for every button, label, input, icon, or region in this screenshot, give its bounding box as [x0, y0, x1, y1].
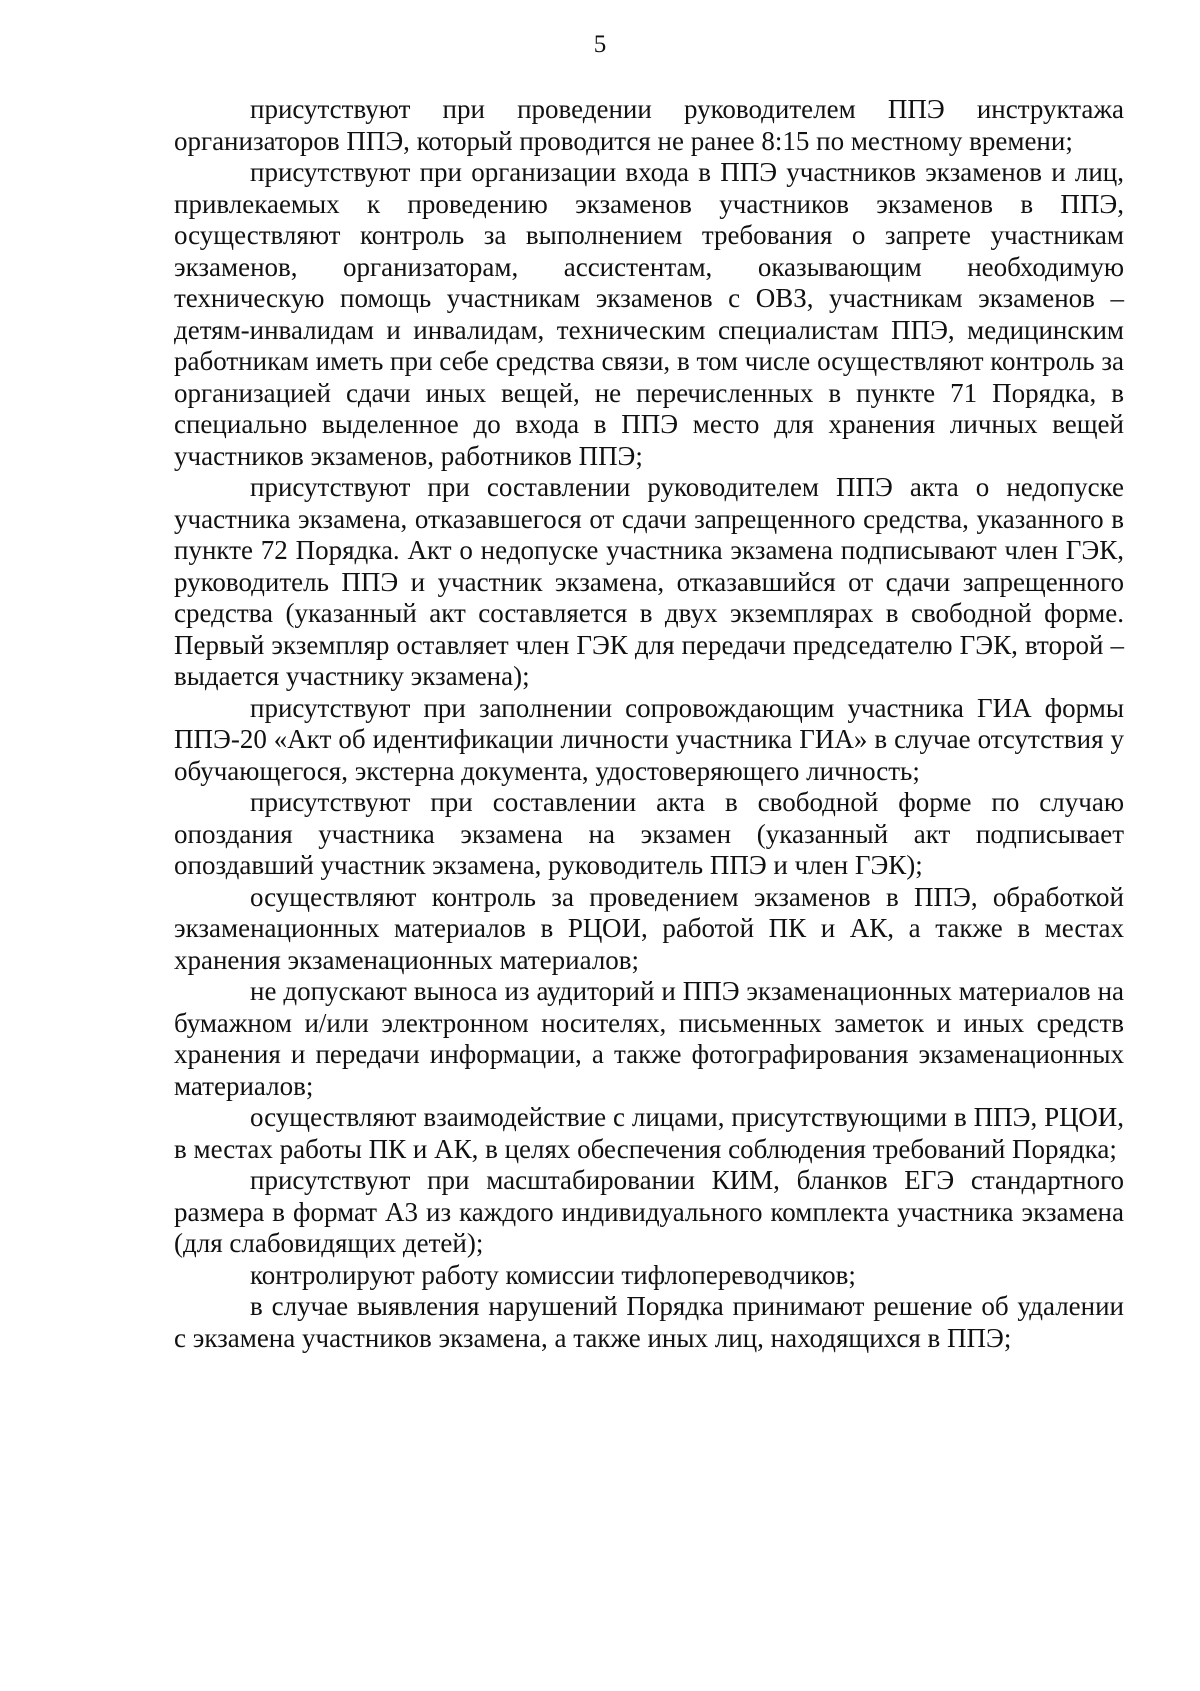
paragraph-6: осуществляют контроль за проведением экзаменов в ППЭ, обработкой экзаменационных материалов в РЦОИ, работой ПК и АК, а также в местах хранения экзаменационных материалов; [174, 881, 1124, 975]
paragraph-8: осуществляют взаимодействие с лицами, присутствующими в ППЭ, РЦОИ, в местах работы ПК и АК, в целях обеспечения соблюдения требований Порядка; [174, 1102, 1124, 1164]
paragraph-5: присутствуют при составлении акта в свободной форме по случаю опоздания участника экзамена на экзамен (указанный акт подписывает опоздавший участник экзамена, руководитель ППЭ и член ГЭК); [174, 787, 1124, 880]
paragraph-2: присутствуют при организации входа в ППЭ участников экзаменов и лиц, привлекаемых к проведению экзаменов участников экзаменов в ППЭ, осуществляют контроль за выполнением требования о запрете участникам экзаменов, организаторам, ассистентам, оказывающим необходимую техническую помощь участникам экзаменов с ОВЗ, участникам экзаменов – детям-инвалидам и инвалидам, техническим специалистам ППЭ, медицинским работникам иметь при себе средства связи, в том числе осуществляют контроль за организацией сдачи иных вещей, не перечисленных в пункте 71 Порядка, в специально выделенное до входа в ППЭ место для хранения личных вещей участников экзаменов, работников ППЭ; [174, 157, 1124, 471]
paragraph-9: присутствуют при масштабировании КИМ, бланков ЕГЭ стандартного размера в формат А3 из каждого индивидуального комплекта участника экзамена (для слабовидящих детей); [174, 1165, 1124, 1258]
paragraph-3: присутствуют при составлении руководителем ППЭ акта о недопуске участника экзамена, отказавшегося от сдачи запрещенного средства, указанного в пункте 72 Порядка. Акт о недопуске участника экзамена подписывают член ГЭК, руководитель ППЭ и участник экзамена, отказавшийся от сдачи запрещенного средства (указанный акт составляется в двух экземплярах в свободной форме. Первый экземпляр оставляет член ГЭК для передачи председателю ГЭК, второй – выдается участнику экзамена); [174, 472, 1124, 691]
paragraph-4: присутствуют при заполнении сопровождающим участника ГИА формы ППЭ-20 «Акт об идентификации личности участника ГИА» в случае отсутствия у обучающегося, экстерна документа, удостоверяющего личность; [174, 692, 1124, 786]
paragraph-11: в случае выявления нарушений Порядка принимают решение об удалении с экзамена участников экзамена, а также иных лиц, находящихся в ППЭ; [174, 1291, 1124, 1353]
document-body [174, 94, 1124, 1354]
paragraph-10: контролируют работу комиссии тифлопереводчиков; [250, 1259, 856, 1290]
page-number: 5 [593, 31, 607, 58]
paragraph-7: не допускают выноса из аудиторий и ППЭ экзаменационных материалов на бумажном и/или электронном носителях, письменных заметок и иных средств хранения и передачи информации, а также фотографирования экзаменационных материалов; [174, 976, 1124, 1101]
paragraph-1: присутствуют при проведении руководителем ППЭ инструктажа организаторов ППЭ, который проводится не ранее 8:15 по местному времени; [174, 94, 1124, 156]
